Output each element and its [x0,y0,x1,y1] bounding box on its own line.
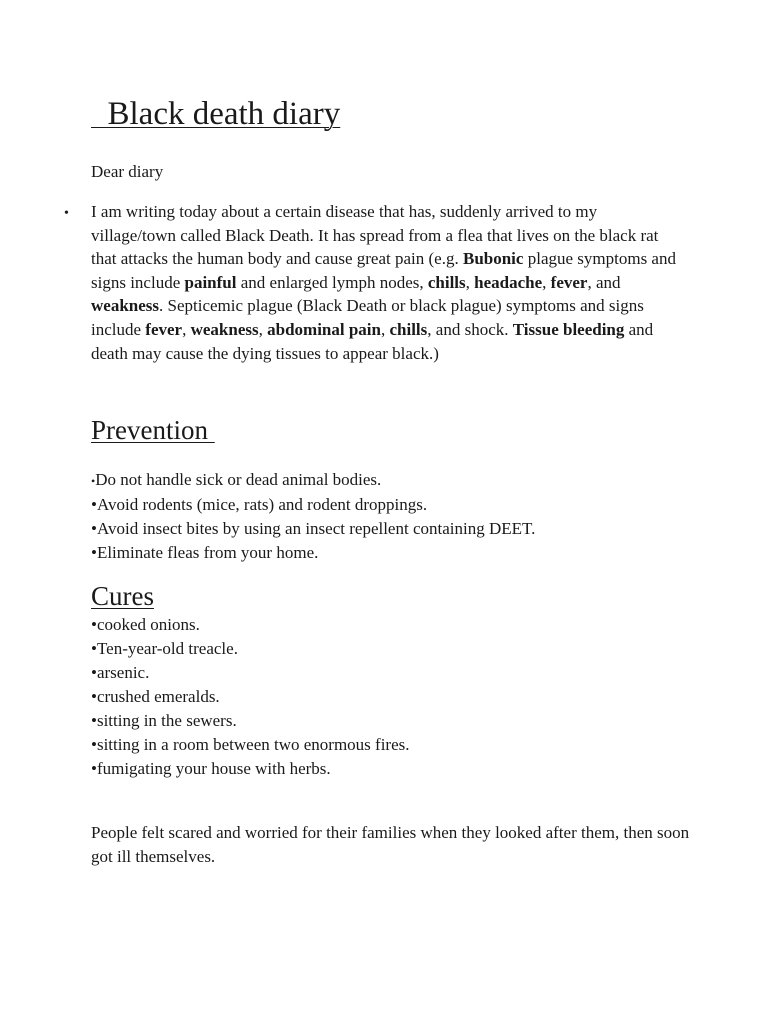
bold-term: weakness [190,319,259,339]
paragraph-text-run: . Septicemic plague (Black Death or black plague) symptoms and signs include [91,296,644,339]
list-item-text: sitting in a room between two enormous fires. [96,735,410,754]
paragraph-text-run: , [258,319,268,339]
cures-list [91,613,410,781]
list-item [91,517,535,541]
bold-term: headache [474,272,543,292]
bullet-glyph: • [91,543,97,562]
cures-heading: Cures [91,581,154,611]
paragraph-text-run: , [182,319,191,339]
bullet-glyph: • [91,474,96,488]
bullet-glyph: • [91,735,97,754]
list-item-text: Ten-year-old treacle. [96,639,238,658]
list-item-text: Avoid rodents (mice, rats) and rodent droppings. [96,495,428,514]
list-item-text: fumigating your house with herbs. [96,759,331,778]
paragraph-text-run: , [465,272,475,292]
list-item-text: crushed emeralds. [96,687,220,706]
prevention-list [91,468,535,565]
list-item [91,733,410,757]
list-item [91,637,410,661]
paragraph-text-run: plague symptoms and signs include [91,249,676,292]
bold-term: chills [427,272,466,292]
prevention-heading: Prevention [91,415,215,445]
greeting-text: Dear diary [91,162,164,181]
paragraph-text-run: and enlarged lymph nodes, [236,272,428,292]
bold-term: fever [550,272,588,292]
bullet-glyph: • [91,687,97,706]
main-paragraph [91,200,681,365]
list-item [91,757,410,781]
list-item-text: cooked onions. [96,615,200,634]
bold-term: Bubonic [462,249,524,269]
bullet-glyph: • [91,519,97,538]
list-item [91,493,535,517]
list-item-text: Do not handle sick or dead animal bodies. [95,470,382,489]
list-item-text: sitting in the sewers. [96,711,237,730]
list-item [91,661,410,685]
list-item [91,613,410,637]
paragraph-text-run: I am writing today about a certain disease that has, suddenly arrived to my village/town called Black Death. It has spread from a flea that lives on the black rat that attacks the human body and cause great pain (e.g. [91,202,659,269]
list-item-text: Avoid insect bites by using an insect repellent containing DEET. [96,519,536,538]
closing-paragraph: People felt scared and worried for their families when they looked after them, then soon got ill themselves. [91,823,690,866]
list-item-text: arsenic. [96,663,150,682]
paragraph-text-run: , [380,319,390,339]
bold-term: fever [145,319,183,339]
list-item [91,709,410,733]
bullet-glyph: • [91,711,97,730]
document-title: Black death diary [91,96,341,132]
bullet-glyph: • [91,639,97,658]
bullet-glyph: • [91,759,97,778]
bold-term: chills [389,319,428,339]
bullet-glyph: • [91,495,97,514]
list-item [91,541,535,565]
paragraph-bullet: • [64,206,69,221]
bold-term: abdominal pain [267,319,381,339]
list-item-text: Eliminate fleas from your home. [96,543,319,562]
bold-term: painful [184,272,237,292]
list-item [91,685,410,709]
paragraph-text-run: , and [587,272,621,292]
paragraph-text-run: , and shock. [427,319,513,339]
bullet-glyph: • [91,663,97,682]
paragraph-text-run: and death may cause the dying tissues to appear black.) [91,319,654,363]
list-item [91,468,535,493]
bold-term: weakness [91,296,160,316]
paragraph-text-run: , [542,272,551,292]
bold-term: Tissue bleeding [512,319,625,339]
bullet-glyph: • [91,615,97,634]
